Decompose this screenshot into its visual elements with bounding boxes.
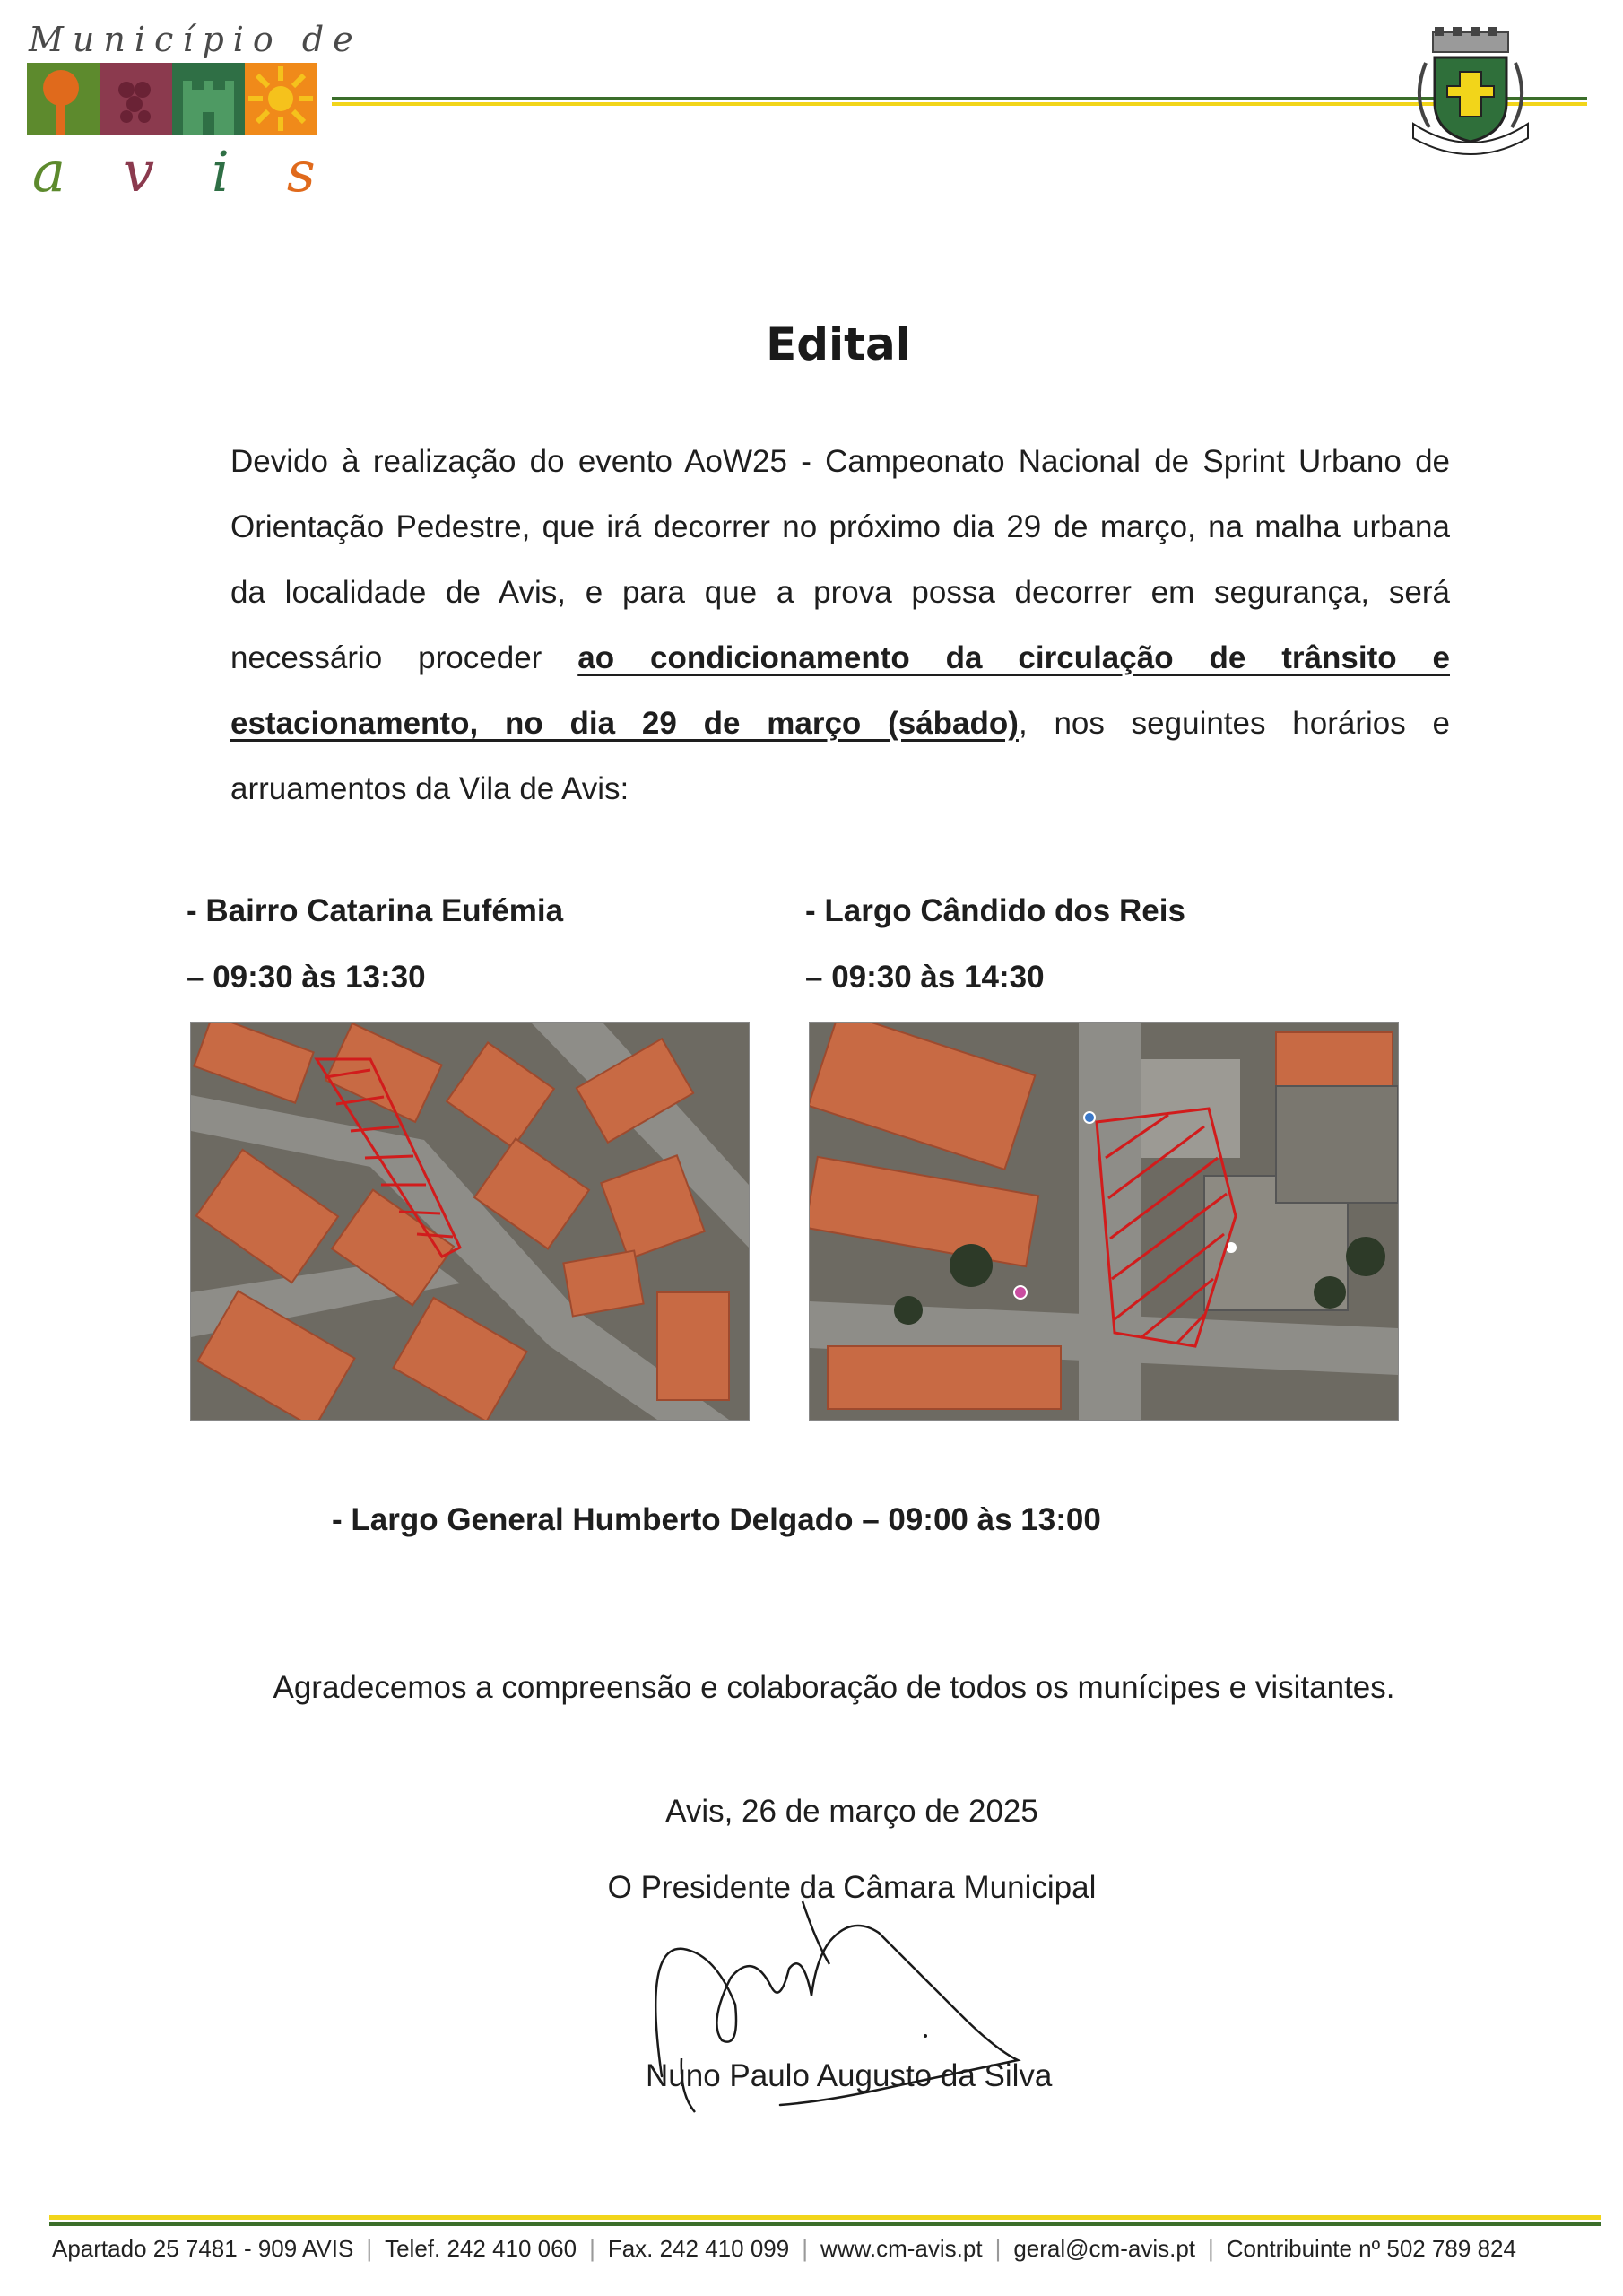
footer-address: Apartado 25 7481 - 909 AVIS [52, 2235, 354, 2262]
location-1-time: – 09:30 às 13:30 [187, 960, 426, 995]
logo-tile-castle [172, 63, 245, 135]
document-title: Edital [766, 318, 911, 370]
location-3: - Largo General Humberto Delgado – 09:00 às 13:00 [332, 1502, 1101, 1537]
intro-paragraph [230, 429, 1450, 822]
intro-emphasis: ao condicionamento da circulação de trânsito e estacionamento, no dia 29 de março (sábado) [230, 640, 1450, 741]
footer-rule [49, 2215, 1601, 2226]
map-largo-candido-dos-reis [809, 1022, 1399, 1421]
logo-letter: i [212, 139, 287, 204]
municipality-logo-top-text: Município de [29, 20, 362, 59]
logo-tile-tree [27, 63, 100, 135]
place-and-date: Avis, 26 de março de 2025 [665, 1794, 1038, 1829]
logo-letter: s [286, 139, 373, 204]
municipality-logo [27, 63, 318, 135]
handwritten-signature [646, 1897, 1148, 2139]
logo-tile-sun [245, 63, 317, 135]
header-rule [332, 97, 1587, 106]
location-2-name: - Largo Cândido dos Reis [805, 893, 1185, 928]
closing-text: Agradecemos a compreensão e colaboração de todos os munícipes e visitantes. [273, 1670, 1395, 1705]
footer-taxpayer: Contribuinte nº 502 789 824 [1226, 2235, 1516, 2262]
map-bairro-catarina-eufemia [190, 1022, 750, 1421]
footer-phone: Telef. 242 410 060 [385, 2235, 577, 2262]
footer-website-link[interactable]: www.cm-avis.pt [820, 2235, 983, 2262]
logo-tile-grapes [100, 63, 172, 135]
signatory-role: O Presidente da Câmara Municipal [607, 1870, 1097, 1905]
signatory-name: Nuno Paulo Augusto da Silva [646, 2058, 1053, 2093]
municipality-logo-wordmark [32, 139, 373, 204]
location-1-name: - Bairro Catarina Eufémia [187, 893, 564, 928]
footer-contacts: Apartado 25 7481 - 909 AVIS | Telef. 242 410 060 | Fax. 242 410 099 | www.cm-avis.pt | geral@cm-avis.pt | Contribuinte nº 502 789 824 [52, 2235, 1516, 2262]
intro-text-end: , nos seguintes horários e arruamentos da Vila de Avis: [230, 706, 1450, 806]
logo-letter: v [122, 139, 212, 204]
location-2-time: – 09:30 às 14:30 [805, 960, 1045, 995]
footer-fax: Fax. 242 410 099 [607, 2235, 790, 2262]
footer-email-link[interactable]: geral@cm-avis.pt [1013, 2235, 1195, 2262]
municipal-coat-of-arms [1408, 27, 1533, 161]
logo-letter: a [32, 139, 123, 204]
intro-text: Devido à realização do evento AoW25 - Campeonato Nacional de Sprint Urbano de Orientação Pedestre, que irá decorrer no próximo dia 29 de março, na malha urbana da localidade de Avis, e para que a prova possa decorrer em segurança, será necessário proceder [230, 444, 1450, 675]
